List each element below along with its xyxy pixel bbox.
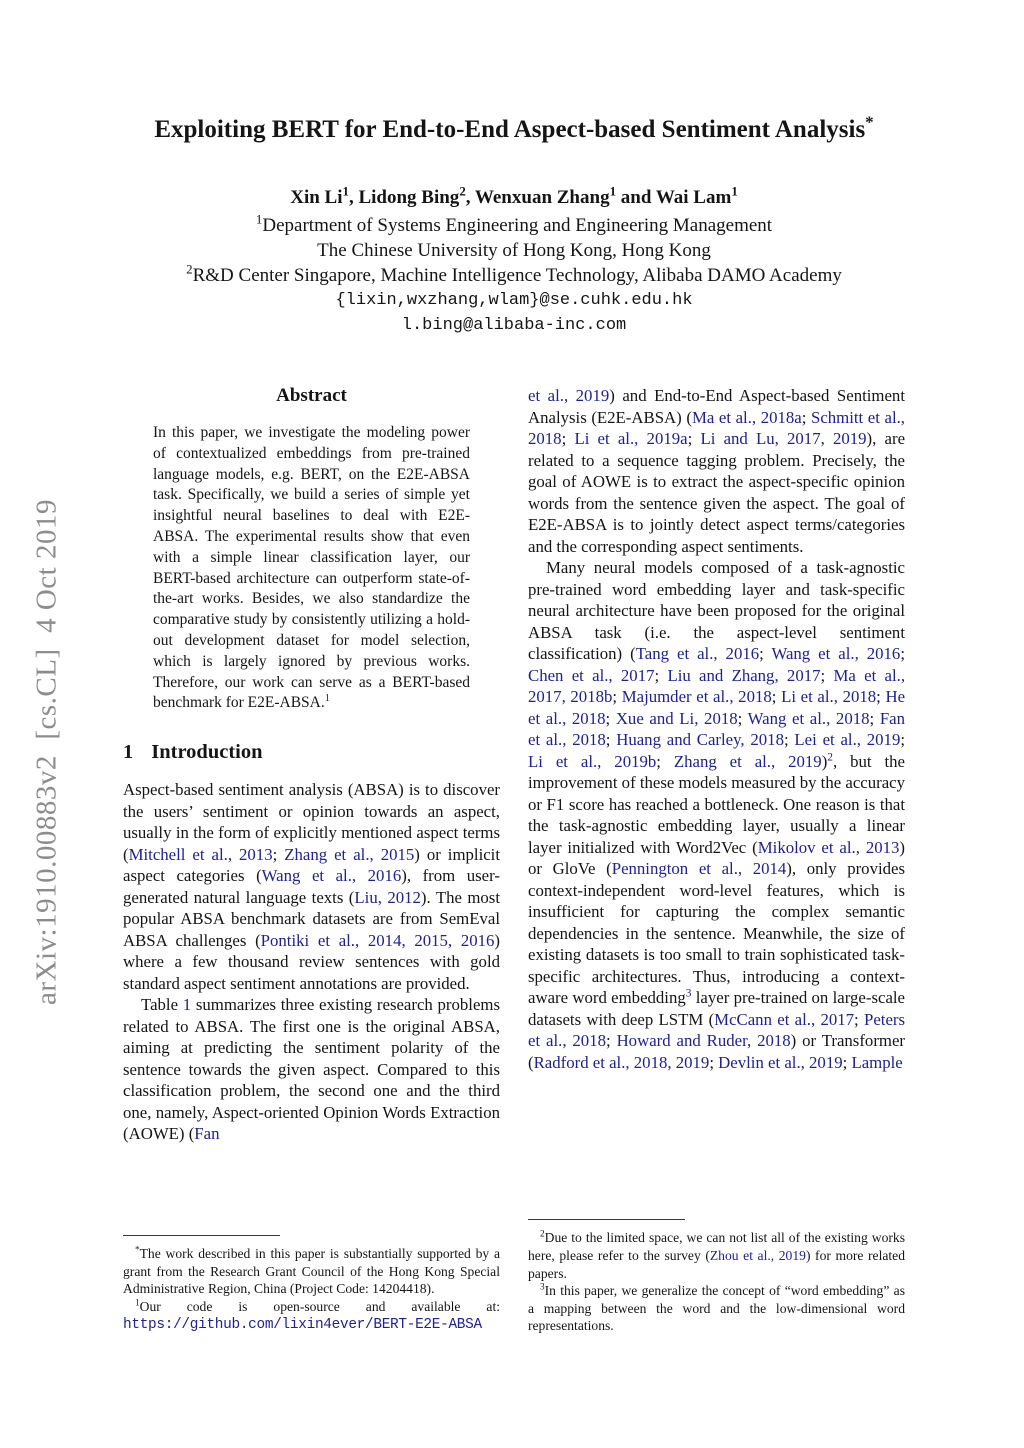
- citation-link[interactable]: Chen et al., 2017: [528, 665, 655, 685]
- text-segment: 1: [255, 211, 263, 227]
- text-segment: 2: [540, 1228, 545, 1239]
- footnote-rule-right: [528, 1219, 685, 1220]
- text-segment: ;: [737, 708, 748, 728]
- column2-paragraph-1: [528, 385, 905, 557]
- text-segment: ). The most popular ABSA benchmark datasets are from SemEval ABSA challenges (: [123, 887, 500, 950]
- citation-link[interactable]: Liu, 2012: [354, 887, 421, 907]
- arxiv-watermark: arXiv:1910.00883v2 [cs.CL] 4 Oct 2019: [30, 499, 63, 1005]
- text-segment: , Lidong Bing: [348, 186, 460, 208]
- email-cuhk: {lixin,wxzhang,wlam}@se.cuhk.edu.hk: [335, 290, 693, 310]
- text-segment: 1: [609, 183, 617, 199]
- footnotes-left: [123, 1235, 500, 1335]
- text-segment: ;: [842, 1052, 852, 1072]
- citation-link[interactable]: 3: [685, 987, 692, 1000]
- affiliation-lab: [123, 263, 905, 288]
- footnote-1: [123, 1298, 500, 1335]
- citation-link[interactable]: McCann et al., 2017: [714, 1009, 855, 1029]
- citation-link[interactable]: Majumder et al., 2018: [621, 687, 772, 706]
- paper-title: [123, 112, 905, 145]
- affiliation-university: The Chinese University of Hong Kong, Hong Kong: [317, 239, 711, 261]
- citation-link[interactable]: Lample: [851, 1052, 903, 1072]
- text-segment: *: [135, 1244, 140, 1255]
- left-column: [123, 385, 500, 1335]
- right-column: [528, 385, 905, 1335]
- text-segment: ;: [654, 665, 668, 685]
- abstract-heading: Abstract: [276, 385, 347, 406]
- text-segment: ) or Transformer (: [528, 1031, 905, 1072]
- citation-link[interactable]: Zhou et al., 2019: [709, 1248, 806, 1264]
- citation-link[interactable]: Huang and Carley, 2018: [616, 730, 784, 749]
- footnote-rule-left: [123, 1235, 280, 1236]
- text-segment: ;: [561, 429, 575, 448]
- citation-link[interactable]: Wang et al., 2016: [771, 644, 901, 663]
- text-segment: ) for more related papers.: [528, 1248, 905, 1281]
- citation-link[interactable]: Li and Lu, 2017, 2019: [700, 429, 867, 448]
- text-segment: ) and End-to-End Aspect-based Sentiment Analysis (E2E-ABSA) (: [528, 386, 905, 427]
- citation-link[interactable]: Schmitt et al., 2018: [528, 407, 905, 448]
- text-segment: 2: [186, 261, 193, 277]
- footnote-2: [528, 1229, 905, 1282]
- citation-link[interactable]: Tang et al., 2016: [635, 644, 760, 663]
- text-segment: 1: [731, 183, 738, 199]
- citation-link[interactable]: Wang et al., 2016: [261, 866, 402, 886]
- text-segment: 1: [342, 183, 349, 199]
- text-segment: ), only provides context-independent word-level features, which is insufficient for capturing the complex semantic dependencies in the sentence. Meanwhile, the size of existing datasets is too small to train sophisticated task-specific architectures. Thus, introducing a context-aware word embedding: [528, 859, 905, 1007]
- text-segment: *: [865, 112, 874, 132]
- citation-link[interactable]: Mikolov et al., 2013: [757, 837, 900, 857]
- text-segment: ), are related to a sequence tagging problem. Precisely, the goal of AOWE is to extract the aspect-specific opinion words from the sentence given the aspect. The goal of E2E-ABSA is to jointly detect aspect terms/categories and the corresponding aspect sentiments.: [528, 429, 905, 556]
- email-alibaba: l.bing@alibaba-inc.com: [401, 315, 627, 335]
- section-number: 1: [123, 741, 134, 764]
- affiliation-department: [123, 213, 905, 238]
- citation-link[interactable]: et al., 2019: [528, 386, 610, 405]
- citation-link[interactable]: Mitchell et al., 2013: [128, 844, 273, 864]
- footnote-star: [123, 1245, 500, 1298]
- text-segment: Xin Li: [290, 186, 343, 208]
- citation-link[interactable]: Xue and Li, 2018: [615, 708, 738, 728]
- text-segment: ;: [605, 708, 616, 728]
- text-segment: ;: [605, 1031, 617, 1050]
- text-segment: In this paper, we generalize the concept of “word embedding” as a mapping between the word and the low-dimensional word representations.: [528, 1283, 905, 1334]
- citation-link[interactable]: Li et al., 2019a: [574, 429, 688, 448]
- text-segment: ;: [900, 730, 905, 749]
- text-segment: Table: [141, 995, 183, 1015]
- citation-link[interactable]: Zhang et al., 2015: [284, 844, 415, 864]
- citation-link[interactable]: Peters et al., 2018: [528, 1009, 905, 1050]
- citation-link[interactable]: He et al., 2018: [528, 687, 905, 728]
- citation-link[interactable]: Pennington et al., 2014: [611, 859, 787, 878]
- text-segment: Exploiting BERT for End-to-End Aspect-based Sentiment Analysis: [154, 116, 866, 143]
- text-segment: ;: [876, 687, 886, 706]
- citation-link[interactable]: Li et al., 2018: [781, 687, 877, 706]
- abstract-section: [123, 385, 500, 714]
- text-segment: ;: [783, 730, 795, 749]
- citation-link[interactable]: Fan: [194, 1124, 220, 1144]
- two-column-body: [123, 385, 905, 1335]
- text-segment: ) or implicit aspect categories (: [123, 844, 500, 886]
- text-segment: layer pre-trained on large-scale datasets with deep LSTM (: [528, 988, 905, 1029]
- text-segment: Due to the limited space, we can not list all of the existing works here, please refer to the survey (: [528, 1230, 905, 1264]
- text-segment: ) where a few thousand review sentences with gold standard aspect sentiment annotations are provided.: [123, 930, 500, 993]
- text-segment: In this paper, we investigate the modeling power of contextualized embeddings from pre-trained language models, e.g. BERT, on the E2E-ABSA task. Specifically, we build a series of simple yet insightful neural baselines to deal with E2E-ABSA. The experimental results show that even with a simple linear classification layer, our BERT-based architecture can outperform state-of-the-art works. Besides, we also standardize the comparative study by consistently utilizing a hold-out development dataset for model selection, which is largely ignored by previous works. Therefore, our work can serve as a BERT-based benchmark for E2E-ABSA.: [153, 424, 470, 712]
- citation-link[interactable]: 2: [827, 750, 833, 763]
- text-segment: Our code is open-source and available at:: [139, 1298, 500, 1314]
- intro-paragraph-1: [123, 779, 500, 994]
- text-segment: ;: [272, 844, 285, 864]
- section-title: Introduction: [151, 741, 263, 764]
- text-segment: ) or GloVe (: [528, 837, 905, 878]
- text-segment: 1: [135, 1297, 140, 1308]
- text-segment: ;: [854, 1009, 864, 1029]
- text-segment: The work described in this paper is substantially supported by a grant from the Research Grant Council of the Hong Kong Special Administrative Region, China (Project Code: 14204418).: [123, 1246, 500, 1297]
- column2-paragraph-2: [528, 557, 905, 1073]
- citation-link[interactable]: Wang et al., 2018: [747, 708, 870, 728]
- citation-link[interactable]: Ma et al., 2017, 2018b: [528, 665, 905, 706]
- text-segment: ;: [656, 751, 674, 771]
- citation-link[interactable]: Devlin et al., 2019: [718, 1052, 843, 1072]
- abstract-body: [153, 423, 470, 714]
- text-segment: , Wenxuan Zhang: [465, 186, 610, 208]
- text-segment: R&D Center Singapore, Machine Intelligence Technology, Alibaba DAMO Academy: [192, 264, 842, 286]
- citation-link[interactable]: https://github.com/lixin4ever/BERT-E2E-ABSA: [123, 1317, 482, 1334]
- text-segment: 2: [459, 183, 466, 199]
- text-segment: ;: [612, 687, 622, 706]
- text-segment: ;: [900, 644, 905, 663]
- intro-paragraph-2: [123, 994, 500, 1145]
- citation-link[interactable]: Pontiki et al., 2014, 2015, 2016: [260, 930, 495, 950]
- text-segment: ;: [605, 730, 617, 749]
- text-segment: ), from user-generated natural language texts (: [123, 866, 500, 907]
- text-segment: summarizes three existing research problems related to ABSA. The first one is the original ABSA, aiming at predicting the sentiment polarity of the sentence towards the given aspect. Compared to this classification problem, the second one and the third one, namely, Aspect-oriented Opinion Words Extraction (AOWE) (: [123, 995, 500, 1144]
- citation-link[interactable]: Radford et al., 2018, 2019: [533, 1052, 710, 1072]
- text-segment: ): [821, 751, 828, 771]
- citation-link[interactable]: Howard and Ruder, 2018: [616, 1031, 791, 1050]
- section-1-heading: [123, 741, 500, 764]
- citation-link[interactable]: Liu and Zhang, 2017: [667, 665, 821, 685]
- citation-link[interactable]: Lei et al., 2019: [794, 730, 901, 749]
- text-segment: ;: [820, 665, 834, 685]
- text-segment: Aspect-based sentiment analysis (ABSA) is to discover the users’ sentiment or opinion towards an aspect, usually in the form of explicitly mentioned aspect terms (: [123, 780, 500, 864]
- text-segment: ;: [801, 407, 811, 427]
- text-segment: 3: [540, 1281, 545, 1292]
- citation-link[interactable]: Zhang et al., 2019: [673, 751, 822, 771]
- authors-line: [123, 185, 905, 210]
- text-segment: , but the improvement of these models measured by the accuracy or F1 score has reached a bottleneck. One reason is that the task-agnostic embedding layer, usually a linear layer initialized with Word2Vec (: [528, 751, 905, 857]
- text-segment: and Wai Lam: [616, 186, 732, 208]
- footnote-3: [528, 1282, 905, 1335]
- footnotes-right: [528, 1219, 905, 1335]
- citation-link[interactable]: Li et al., 2019b: [528, 751, 657, 771]
- text-segment: ;: [771, 687, 782, 706]
- text-segment: ;: [709, 1052, 719, 1072]
- citation-link[interactable]: 1: [324, 693, 331, 705]
- text-segment: ;: [759, 644, 772, 663]
- citation-link[interactable]: 1: [182, 995, 192, 1015]
- citation-link[interactable]: Fan et al., 2018: [528, 708, 905, 749]
- text-segment: Department of Systems Engineering and Engineering Management: [262, 214, 773, 236]
- text-segment: ;: [687, 429, 701, 448]
- paper-header: [123, 112, 905, 338]
- text-segment: Many neural models composed of a task-agnostic pre-trained word embedding layer and task-specific neural architecture have been proposed for the original ABSA task (i.e. the aspect-level sentiment classification) (: [528, 558, 905, 663]
- citation-link[interactable]: Ma et al., 2018a: [691, 407, 802, 427]
- text-segment: ;: [869, 708, 880, 728]
